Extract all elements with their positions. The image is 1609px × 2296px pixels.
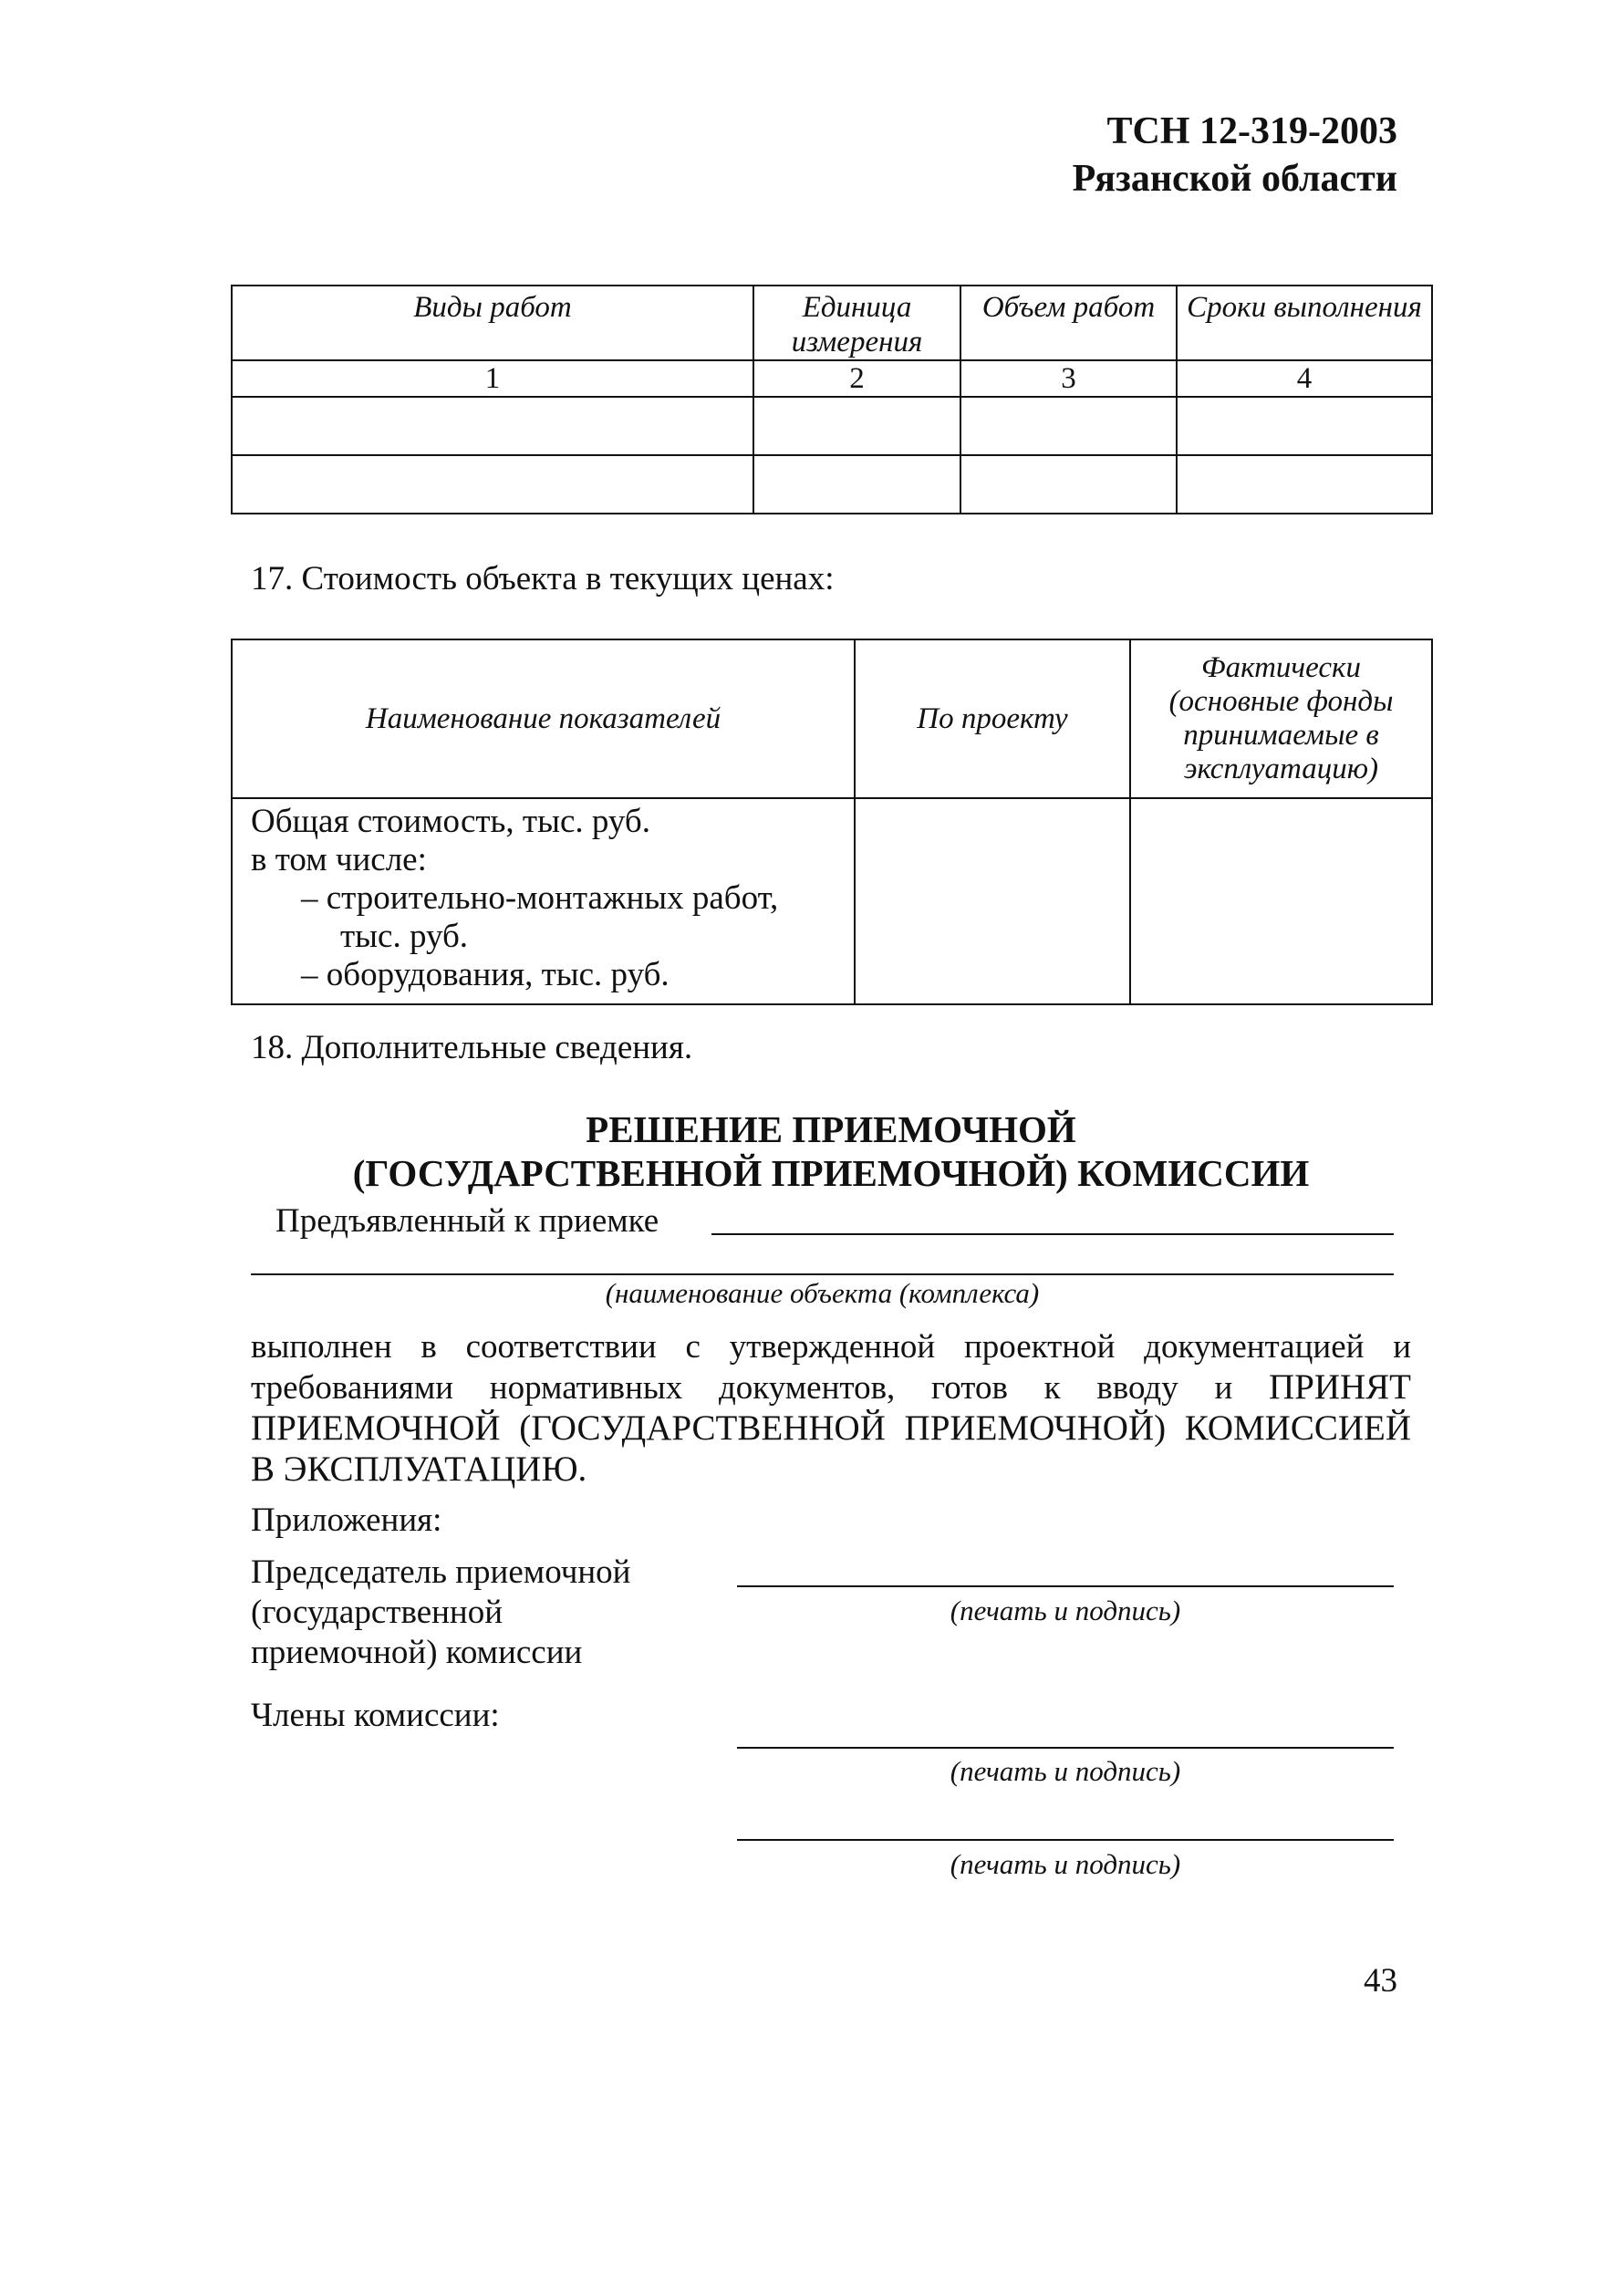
column-number: 3 (960, 360, 1177, 397)
table-row (232, 798, 1432, 1004)
empty-cell (1130, 798, 1432, 1004)
indicator-construction-works: – строительно-монтажных работ, (301, 879, 779, 917)
member-1-signature-caption: (печать и подпись) (950, 1755, 1181, 1787)
empty-cell (232, 455, 753, 514)
page-number: 43 (1364, 1962, 1397, 2000)
empty-cell (855, 798, 1130, 1004)
members-label: Члены комиссии: (251, 1697, 500, 1734)
empty-cell (753, 397, 960, 455)
chairman-label-line-3: приемочной) комиссии (251, 1634, 583, 1671)
decision-title-line-2: (ГОСУДАРСТВЕННОЙ ПРИЕМОЧНОЙ) КОМИССИИ (352, 1152, 1310, 1194)
member-2-signature-caption: (печать и подпись) (950, 1848, 1181, 1880)
column-header-deadline: Сроки выполнения (1177, 286, 1432, 360)
indicator-equipment: – оборудования, тыс. руб. (301, 956, 670, 993)
chairman-label-line-2: (государственной (251, 1594, 503, 1631)
cost-table (231, 639, 1433, 1005)
column-header-volume: Объем работ (960, 286, 1177, 360)
column-header-actual: Фактически (основные фонды принимаемые в эксплуатацию) (1130, 639, 1432, 798)
object-name-caption: (наименование объекта (комплекса) (605, 1277, 1040, 1309)
indicator-names-cell (232, 798, 855, 1004)
table-header-row (232, 639, 1432, 798)
indicator-including: в том числе: (251, 841, 427, 878)
attachments-label: Приложения: (251, 1501, 442, 1539)
chairman-signature-field[interactable] (737, 1585, 1394, 1587)
table-row (232, 397, 1432, 455)
object-name-field-line-2[interactable] (251, 1273, 1394, 1275)
empty-cell (1177, 455, 1432, 514)
chairman-label (251, 1553, 630, 1673)
chairman-label-line-1: Председатель приемочной (251, 1553, 631, 1591)
empty-cell (753, 455, 960, 514)
section-18-heading: 18. Дополнительные сведения. (251, 1029, 693, 1066)
chairman-signature-caption: (печать и подпись) (950, 1595, 1181, 1626)
table-header-row (232, 286, 1432, 360)
indicator-total-cost: Общая стоимость, тыс. руб. (251, 803, 650, 840)
table-row (232, 455, 1432, 514)
empty-cell (232, 397, 753, 455)
region-name: Рязанской области (1072, 158, 1397, 200)
column-header-indicators: Наименование показателей (232, 639, 855, 798)
empty-cell (960, 455, 1177, 514)
column-numbers-row (232, 360, 1432, 397)
decision-title (231, 1107, 1431, 1195)
indicator-construction-units: тыс. руб. (340, 918, 469, 955)
empty-cell (960, 397, 1177, 455)
decision-body-accepted: ПРИНЯТ ПРИЕМОЧНОЙ (ГОСУДАРСТВЕННОЙ ПРИЕМОЧНОЙ) КОМИССИЕЙ В ЭКСПЛУАТАЦИЮ. (251, 1367, 1411, 1489)
section-17-heading: 17. Стоимость объекта в текущих ценах: (251, 560, 835, 597)
decision-body-text (251, 1327, 1411, 1490)
empty-cell (1177, 397, 1432, 455)
document-code: ТСН 12-319-2003 (1106, 110, 1397, 152)
decision-body-part-1: выполнен в соответствии с утвержденной проектной документацией и требованиями нормативных документов, готов к вводу и (251, 1328, 1411, 1407)
column-number: 1 (232, 360, 753, 397)
presented-label: Предъявленный к приемке (275, 1202, 659, 1240)
column-number: 2 (753, 360, 960, 397)
column-header-by-project: По проекту (855, 639, 1130, 798)
member-1-signature-field[interactable] (737, 1747, 1394, 1749)
member-2-signature-field[interactable] (737, 1839, 1394, 1841)
document-header (1073, 108, 1397, 203)
object-name-field[interactable] (711, 1233, 1394, 1235)
works-table (231, 285, 1433, 514)
column-header-unit: Единица измерения (753, 286, 960, 360)
decision-title-line-1: РЕШЕНИЕ ПРИЕМОЧНОЙ (586, 1108, 1076, 1150)
column-header-work-type: Виды работ (232, 286, 753, 360)
column-number: 4 (1177, 360, 1432, 397)
